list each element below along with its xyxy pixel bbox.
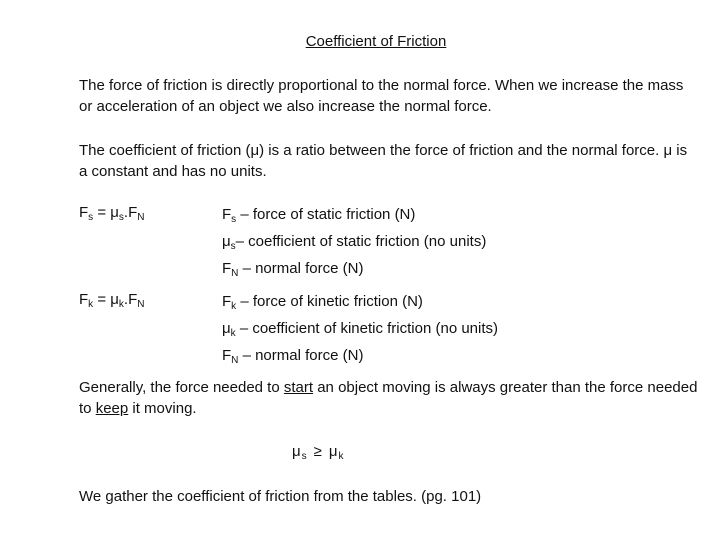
greater-equal-symbol: ≥: [313, 443, 323, 460]
definition-symbol: F: [222, 293, 232, 310]
formula-symbol: F: [79, 291, 89, 308]
mu-subscript: s: [301, 451, 308, 462]
definition-symbol: F: [222, 206, 232, 223]
definition-subscript: N: [231, 355, 239, 366]
definition-subscript: s: [230, 241, 236, 252]
mu-symbol: μ: [292, 443, 302, 460]
formula-subscript: k: [118, 299, 124, 310]
page-title: Coefficient of Friction: [305, 33, 447, 50]
definition-subscript: k: [231, 301, 237, 312]
reference-paragraph: We gather the coefficient of friction from the tables. (pg. 101): [79, 488, 482, 505]
formula-subscript: N: [137, 299, 145, 310]
static-friction-formula: [79, 204, 145, 223]
static-friction-definitions: [222, 204, 486, 285]
definition-line: [222, 345, 498, 372]
definition-text: – coefficient of kinetic friction (no units): [235, 320, 499, 337]
definition-subscript: N: [231, 268, 239, 279]
formula-subscript: s: [118, 212, 124, 223]
definition-line: [222, 291, 498, 318]
definition-text: – force of static friction (N): [236, 206, 416, 223]
mu-subscript: k: [338, 451, 345, 462]
paragraph-text: an object moving is always greater than the force needed to: [79, 379, 698, 417]
formula-subscript: N: [137, 212, 145, 223]
friction-inequality: [292, 443, 345, 462]
definition-subscript: k: [230, 328, 236, 339]
definition-line: [222, 258, 486, 285]
formula-subscript: s: [88, 212, 94, 223]
definition-symbol: F: [222, 260, 232, 277]
definition-paragraph: The coefficient of friction (μ) is a ratio between the force of friction and the normal force. μ is a constant and has no units.: [79, 142, 688, 180]
formula-symbol: F: [79, 204, 89, 221]
comparison-paragraph: [79, 377, 699, 419]
kinetic-friction-formula: [79, 291, 145, 310]
paragraph-text: it moving.: [128, 400, 197, 417]
definition-symbol: μ: [222, 320, 231, 337]
paragraph-text: Generally, the force needed to: [79, 379, 284, 396]
emphasis-keep: keep: [95, 400, 129, 417]
definition-line: [222, 204, 486, 231]
formula-symbol: .F: [123, 291, 138, 308]
definition-symbol: μ: [222, 233, 231, 250]
kinetic-friction-definitions: [222, 291, 498, 372]
emphasis-start: start: [283, 379, 314, 396]
definition-subscript: s: [231, 214, 237, 225]
formula-symbol: = μ: [93, 204, 119, 221]
definition-text: – normal force (N): [238, 260, 364, 277]
definition-text: – force of kinetic friction (N): [236, 293, 423, 310]
intro-paragraph: The force of friction is directly proportional to the normal force. When we increase the mass or acceleration of an object we also increase the normal force.: [79, 77, 684, 115]
definition-text: – normal force (N): [238, 347, 364, 364]
definition-text: – coefficient of static friction (no units): [235, 233, 487, 250]
mu-symbol: μ: [328, 443, 339, 460]
formula-symbol: = μ: [93, 291, 119, 308]
formula-symbol: .F: [123, 204, 138, 221]
definition-symbol: F: [222, 347, 232, 364]
formula-subscript: k: [88, 299, 94, 310]
definition-line: [222, 231, 486, 258]
definition-line: [222, 318, 498, 345]
